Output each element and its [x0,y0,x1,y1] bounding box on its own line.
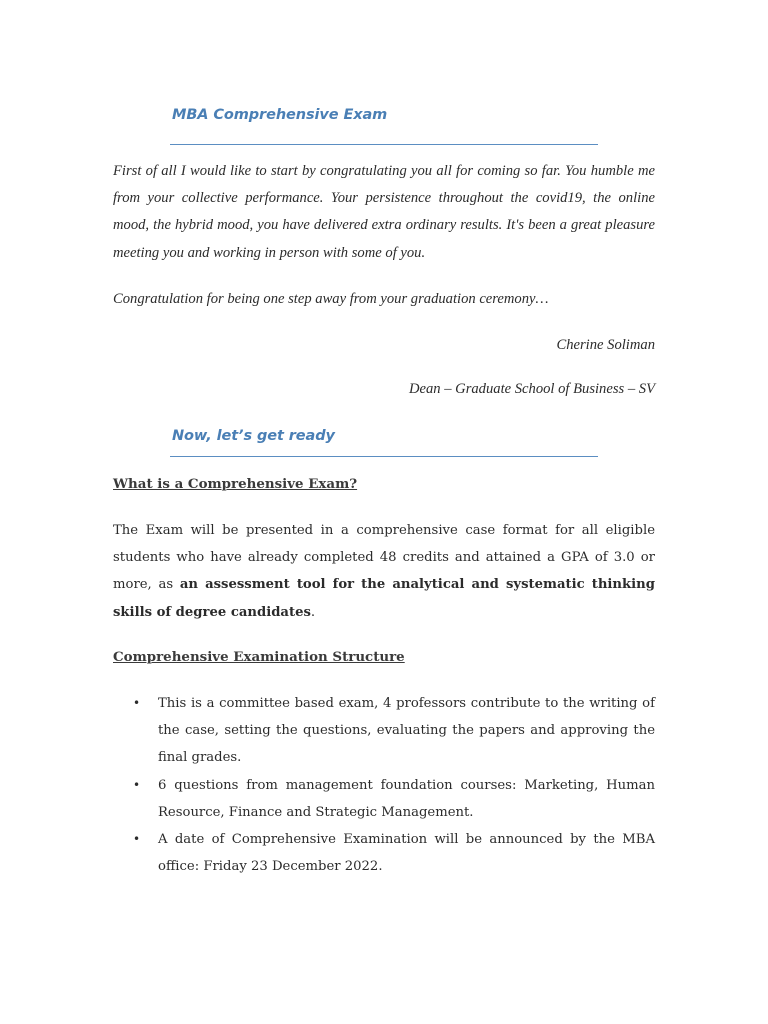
what-is-period: . [310,604,316,620]
list-item-text: This is a committee based exam, 4 professors contribute to the writing of the case, setting the questions, evaluating the papers and approving the final grades. [158,696,655,766]
structure-list [113,690,655,880]
structure-heading: Comprehensive Examination Structure [113,649,405,665]
what-is-emphasis: an assessment tool for the analytical and systematic thinking skills of degree candidates [113,577,655,620]
congratulation-line: Congratulation for being one step away from your graduation ceremony… [113,291,549,307]
list-item-text: A date of Comprehensive Examination will be announced by the MBA office: Friday 23 December 2022. [158,832,655,875]
document-title: MBA Comprehensive Exam [172,107,388,123]
what-is-paragraph [113,517,655,626]
title-underline [170,144,598,145]
list-item [113,826,655,880]
list-item [113,690,655,772]
signature-name: Cherine Soliman [556,337,655,353]
what-is-heading: What is a Comprehensive Exam? [113,476,358,492]
bullet-icon: • [133,777,141,792]
list-item-text: 6 questions from management foundation courses: Marketing, Human Resource, Finance and Strategic Management. [158,777,655,820]
bullet-icon: • [133,832,141,847]
intro-paragraph: First of all I would like to start by congratulating you all for coming so far. You humble me from your collective performance. Your persistence throughout the covid19, the online mood, the hybrid mood, you have delivered extra ordinary results. It's been a great pleasure meeting you and working in person with some of you. [113,163,655,261]
section-title-get-ready: Now, let’s get ready [172,428,335,444]
list-item [113,772,655,826]
what-is-text: The Exam will be presented in a comprehensive case format for all eligible students who have already completed 48 credits and attained a GPA of 3.0 or more, as [113,523,655,593]
signature-title: Dean – Graduate School of Business – SV [408,381,655,397]
section-underline [170,456,598,457]
bullet-icon: • [133,696,141,710]
